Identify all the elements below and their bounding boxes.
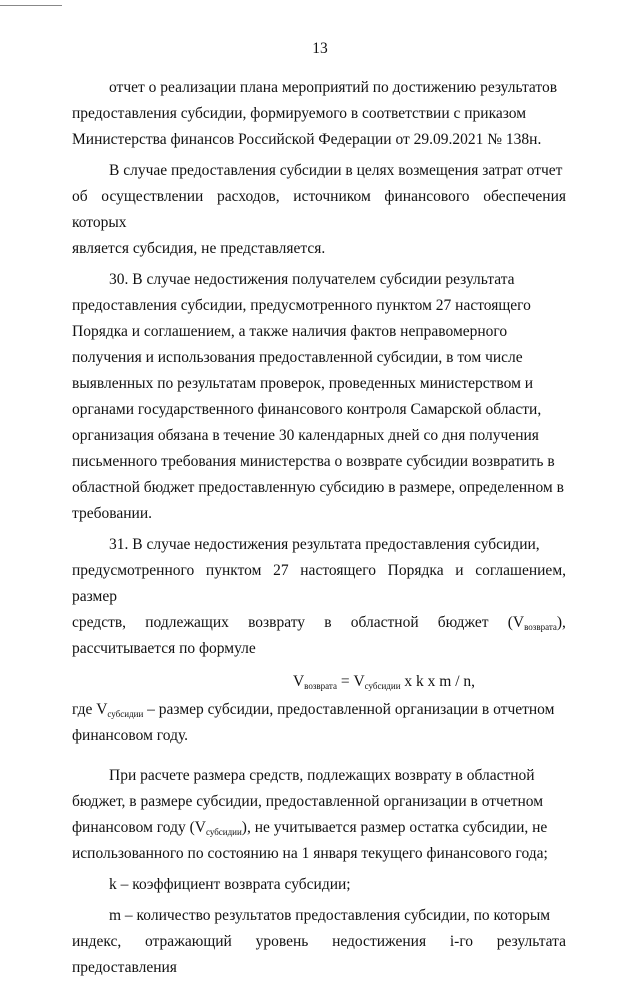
text-line xyxy=(72,697,566,723)
paragraph-item-30 xyxy=(72,267,566,527)
text-line: индекс, отражающий уровень недостижения i-го результата предоставления xyxy=(72,933,566,976)
subscript: возврата xyxy=(524,622,557,632)
text-line: бюджет, в размере субсидии, предоставленной организации в отчетном xyxy=(72,793,544,810)
page-number: 13 xyxy=(312,40,328,57)
text-line: 31. В случае недостижения результата предоставления субсидии, xyxy=(109,536,540,553)
text-line: k – коэффициент возврата субсидии; xyxy=(109,876,351,893)
text-line: 30. В случае недостижения получателем субсидии результата xyxy=(109,271,515,288)
text-line: отчет о реализации плана мероприятий по достижению результатов xyxy=(109,79,558,96)
paragraph-item-31 xyxy=(72,532,566,662)
text-line: требовании. xyxy=(72,505,152,522)
paragraph-report-plan xyxy=(72,75,566,153)
text-line: Порядка и соглашением, а также наличия фактов неправомерного xyxy=(72,323,508,340)
word: возврату xyxy=(248,614,306,631)
symbol-text: (V xyxy=(507,614,525,631)
text-line: финансовом году. xyxy=(72,727,189,744)
text-line: предоставления субсидии, формируемого в соответствии с приказом xyxy=(72,105,527,122)
subscript: субсидии xyxy=(364,681,401,691)
text-line: Министерства финансов Российской Федерации от 29.09.2021 № 138н. xyxy=(72,131,542,148)
word: подлежащих xyxy=(145,614,229,631)
text-line: выявленных по результатам проверок, проведенных министерством и xyxy=(72,375,534,392)
text-line: областной бюджет предоставленную субсидию в размере, определенном в xyxy=(72,479,564,496)
text-line: письменного требования министерства о возврате субсидии возвратить в xyxy=(72,453,555,470)
v-return-symbol xyxy=(508,610,566,636)
word: в xyxy=(324,614,332,631)
text-line: органами государственного финансового контроля Самарской области, xyxy=(72,401,542,418)
text-line: является субсидия, не представляется. xyxy=(72,240,326,257)
document-body xyxy=(72,75,566,981)
word: средств, xyxy=(72,614,127,631)
formula xyxy=(72,669,566,695)
text-run: ), не учитывается размер остатка субсидии, не xyxy=(241,819,548,836)
paragraph-where-v xyxy=(72,697,566,749)
word: бюджет xyxy=(437,614,489,631)
text-line: предоставления субсидии, предусмотренного пунктом 27 настоящего xyxy=(72,297,531,314)
formula-rest: x k x m / n, xyxy=(400,673,476,690)
text-run: – размер субсидии, предоставленной организации в отчетном xyxy=(143,701,555,718)
scan-edge-line xyxy=(0,5,62,6)
subscript: субсидии xyxy=(205,827,242,837)
text-line: использованного по состоянию на 1 января текущего финансового года; xyxy=(72,845,548,862)
symbol-text: где V xyxy=(72,701,108,718)
text-line: предусмотренного пунктом 27 настоящего Порядка и соглашением, размер xyxy=(72,562,566,605)
text-run: финансовом году (V xyxy=(72,819,206,836)
text-line: получения и использования предоставленной субсидии, в том числе xyxy=(72,349,523,366)
formula-var: V xyxy=(292,673,305,690)
subscript: субсидии xyxy=(107,709,144,719)
word: областной xyxy=(350,614,419,631)
paragraph-calculation-note xyxy=(72,763,566,867)
subscript: возврата xyxy=(304,681,337,691)
text-line-spread xyxy=(72,610,566,636)
formula-eq: = V xyxy=(336,673,365,690)
paragraph-cost-reimbursement xyxy=(72,158,566,262)
text-line: организация обязана в течение 30 календарных дней со дня получения xyxy=(72,427,539,444)
symbol-text: ), xyxy=(556,614,566,631)
text-line: об осуществлении расходов, источником финансового обеспечения которых xyxy=(72,188,566,231)
text-line: При расчете размера средств, подлежащих возврату в областной xyxy=(109,767,535,784)
paragraph-k-definition xyxy=(72,872,566,898)
paragraph-m-definition xyxy=(72,903,566,981)
text-line: m – количество результатов предоставления субсидии, по которым xyxy=(109,907,551,924)
text-line: В случае предоставления субсидии в целях возмещения затрат отчет xyxy=(109,162,563,179)
text-line xyxy=(72,815,566,841)
text-line: рассчитывается по формуле xyxy=(72,640,256,657)
